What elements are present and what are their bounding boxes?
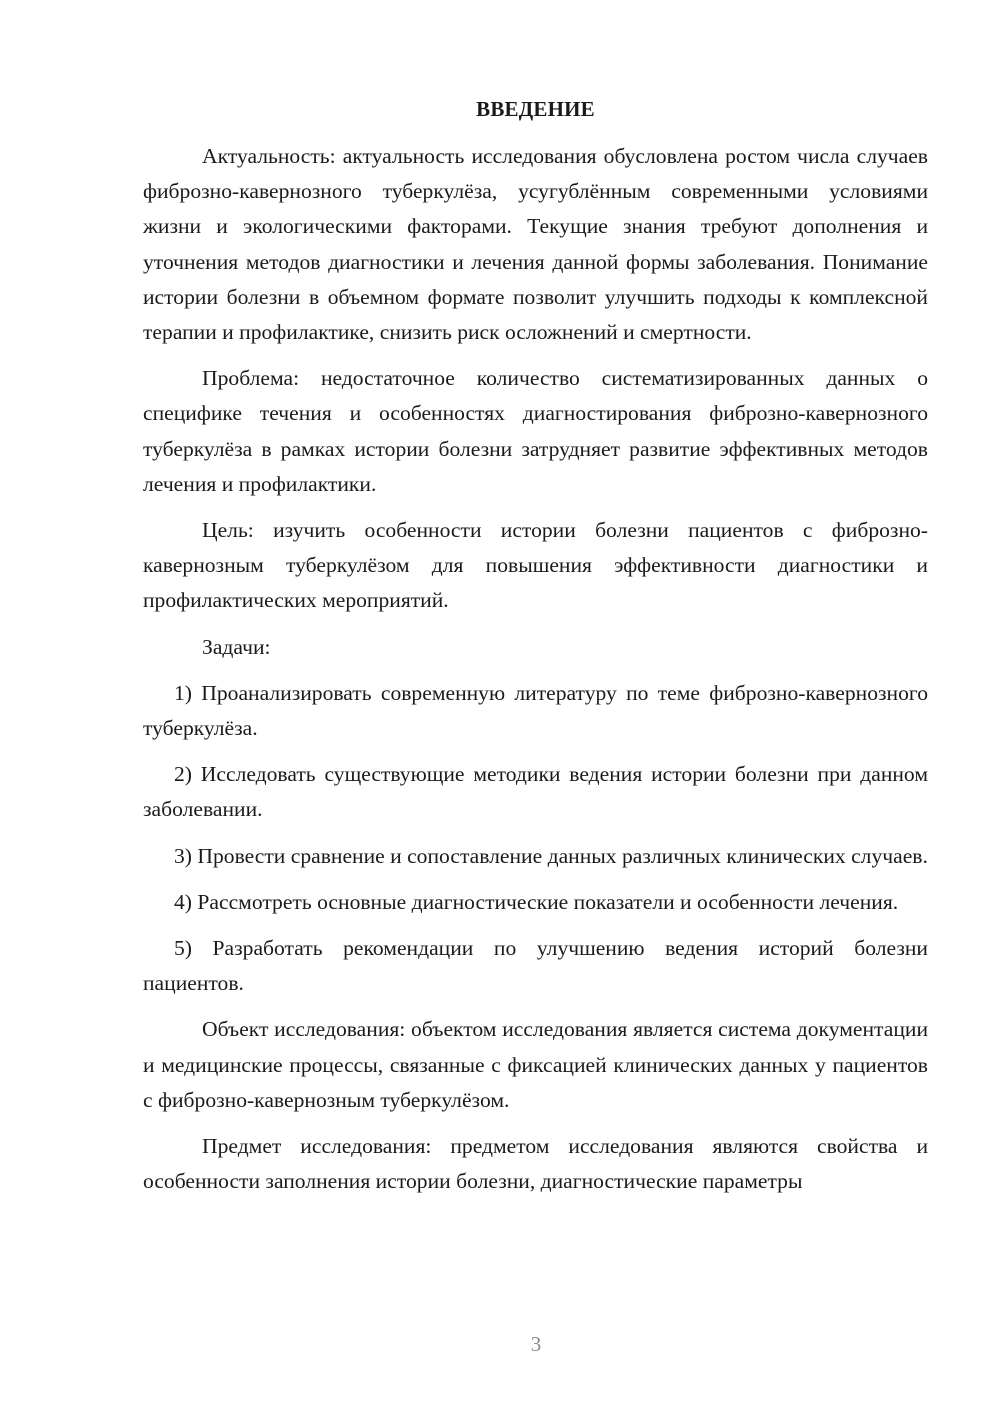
task-item-2: 2) Исследовать существующие методики ведения истории болезни при данном заболевании.	[143, 762, 928, 822]
task-item-1: 1) Проанализировать современную литературу по теме фиброзно-кавернозного туберкулёза.	[143, 680, 928, 741]
section-title: ВВЕДЕНИЕ	[476, 97, 595, 121]
task-item-3: 3) Провести сравнение и сопоставление данных различных клинических случаев.	[174, 843, 928, 868]
document-page	[143, 94, 928, 1210]
problem-paragraph: Проблема: недостаточное количество систематизированных данных о специфике течения и особенностях диагностирования фиброзно-кавернозного туберкулёза в рамках истории болезни затрудняет развитие эффективных методов лечения и профилактики.	[143, 366, 928, 496]
tasks-heading: Задачи:	[202, 634, 271, 659]
object-paragraph: Объект исследования: объектом исследования является система документации и медицинские процессы, связанные с фиксацией клинических данных у пациентов с фиброзно-кавернозным туберкулёзом.	[143, 1017, 928, 1112]
goal-paragraph: Цель: изучить особенности истории болезни пациентов с фиброзно-кавернозным туберкулёзом для повышения эффективности диагностики и профилактических мероприятий.	[143, 518, 928, 613]
subject-paragraph: Предмет исследования: предметом исследования являются свойства и особенности заполнения истории болезни, диагностические параметры	[143, 1134, 928, 1194]
task-item-5: 5) Разработать рекомендации по улучшению ведения историй болезни пациентов.	[143, 936, 928, 996]
task-item-4: 4) Рассмотреть основные диагностические показатели и особенности лечения.	[174, 889, 899, 914]
relevance-paragraph: Актуальность: актуальность исследования обусловлена ростом числа случаев фиброзно-кавернозного туберкулёза, усугублённым современными условиями жизни и экологическими факторами. Текущие знания требуют дополнения и уточнения методов диагностики и лечения данной формы заболевания. Понимание истории болезни в объемном формате позволит улучшить подходы к комплексной терапии и профилактике, снизить риск осложнений и смертности.	[143, 144, 928, 345]
page-number: 3	[530, 1332, 542, 1356]
